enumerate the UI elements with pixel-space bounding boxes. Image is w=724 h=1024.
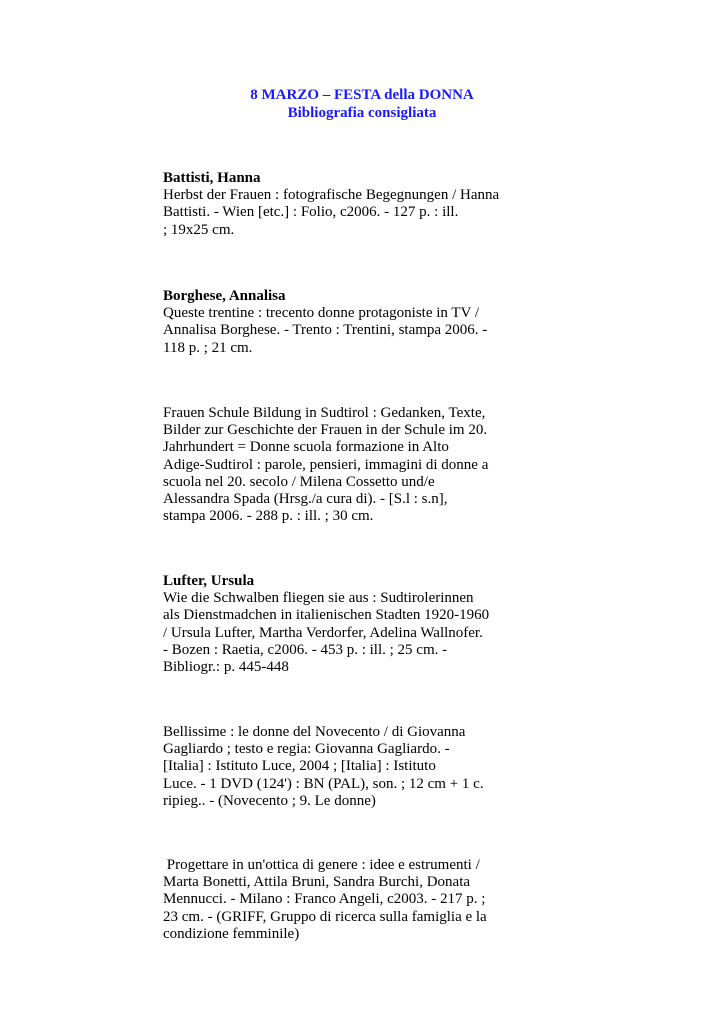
entry-author: Lufter, Ursula [163, 573, 255, 589]
entry-line: condizione femminile) [163, 925, 300, 942]
entry-line: stampa 2006. - 288 p. : ill. ; 30 cm. [163, 508, 374, 525]
entry-line: Frauen Schule Bildung in Sudtirol : Gedanken, Texte, [163, 405, 486, 421]
bibliography-entry [163, 857, 508, 943]
entry-line: Wie die Schwalben fliegen sie aus : Sudtirolerinnen [163, 590, 474, 607]
bibliography-entry [163, 405, 508, 525]
entry-line: Bilder zur Geschichte der Frauen in der Schule im 20. [163, 422, 488, 439]
entry-line: Gagliardo ; testo e regia: Giovanna Gagliardo. - [163, 741, 450, 758]
entry-line: ; 19x25 cm. [163, 221, 235, 238]
entry-line: [Italia] : Istituto Luce, 2004 ; [Italia] : Istituto [163, 758, 436, 775]
entry-line: Jahrhundert = Donne scuola formazione in Alto [163, 439, 449, 456]
entry-line: als Dienstmadchen in italienischen Stadten 1920-1960 [163, 607, 490, 624]
entry-line: scuola nel 20. secolo / Milena Cossetto und/e [163, 473, 435, 490]
bibliography-entry [163, 573, 508, 676]
entry-line: ripieg.. - (Novecento ; 9. Le donne) [163, 792, 376, 809]
entry-line: Marta Bonetti, Attila Bruni, Sandra Burchi, Donata [163, 874, 471, 891]
entry-line: Luce. - 1 DVD (124') : BN (PAL), son. ; 12 cm + 1 c. [163, 775, 484, 792]
entry-line: Queste trentine : trecento donne protagoniste in TV / [163, 305, 480, 322]
entry-author: Borghese, Annalisa [163, 288, 286, 304]
page-header [163, 86, 561, 122]
page-title: 8 MARZO – FESTA della DONNA [250, 87, 474, 103]
bibliography-entry [163, 724, 508, 810]
entry-line: 118 p. ; 21 cm. [163, 339, 253, 356]
entry-line: Alessandra Spada (Hrsg./a cura di). - [S.l : s.n], [163, 491, 448, 508]
entry-line: Progettare in un'ottica di genere : idee e estrumenti / [163, 857, 480, 873]
entry-line: Battisti. - Wien [etc.] : Folio, c2006. - 127 p. : ill. [163, 204, 459, 221]
bibliography-entry [163, 170, 508, 239]
entry-author: Battisti, Hanna [163, 170, 261, 186]
entry-line: Herbst der Frauen : fotografische Begegnungen / Hanna [163, 187, 500, 204]
entry-line: Annalisa Borghese. - Trento : Trentini, stampa 2006. - [163, 322, 488, 339]
entry-line: / Ursula Lufter, Martha Verdorfer, Adelina Wallnofer. [163, 624, 483, 641]
entry-line: Adige-Sudtirol : parole, pensieri, immagini di donne a [163, 456, 489, 473]
entry-line: - Bozen : Raetia, c2006. - 453 p. : ill. ; 25 cm. - [163, 641, 448, 658]
entry-line: 23 cm. - (GRIFF, Gruppo di ricerca sulla famiglia e la [163, 908, 487, 925]
page-subtitle: Bibliografia consigliata [287, 105, 437, 121]
entry-line: Bibliogr.: p. 445-448 [163, 659, 289, 676]
bibliography-entry [163, 288, 508, 357]
entry-line: Mennucci. - Milano : Franco Angeli, c2003. - 217 p. ; [163, 891, 486, 908]
entry-line: Bellissime : le donne del Novecento / di Giovanna [163, 724, 466, 740]
